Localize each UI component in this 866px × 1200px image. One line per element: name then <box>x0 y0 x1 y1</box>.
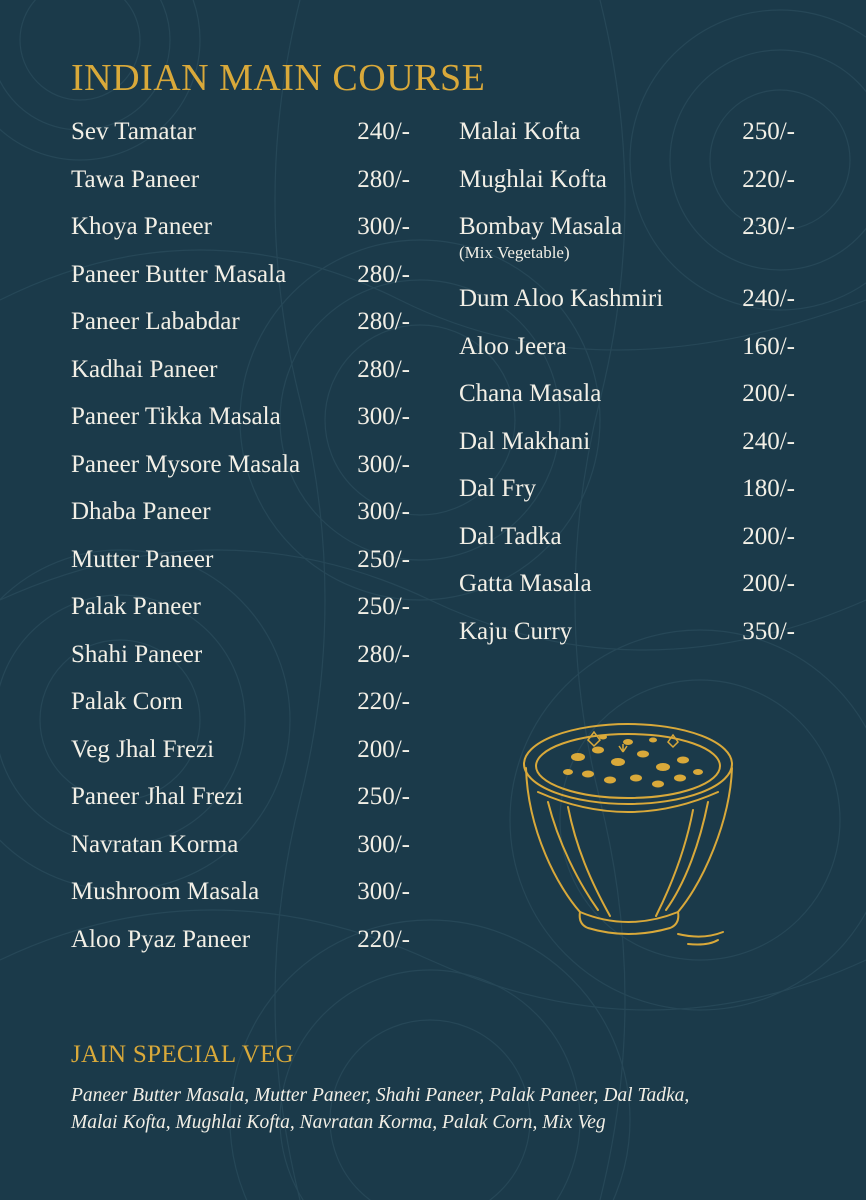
menu-item <box>459 279 804 327</box>
menu-item-price: 280/- <box>357 640 410 668</box>
menu-item-price: 250/- <box>357 545 410 573</box>
menu-item-name: Malai Kofta <box>459 118 581 145</box>
menu-item-price: 350/- <box>742 617 795 645</box>
menu-item-price: 160/- <box>742 332 795 360</box>
menu-item-name: Chana Masala <box>459 380 602 407</box>
menu-item-price: 300/- <box>357 830 410 858</box>
menu-item-price: 230/- <box>742 213 795 240</box>
menu-item-price: 240/- <box>357 118 410 145</box>
menu-item-price: 200/- <box>742 380 795 407</box>
menu-item-price: 300/- <box>357 450 410 478</box>
jain-list-line-1: Paneer Butter Masala, Mutter Paneer, Shahi Paneer, Palak Paneer, Dal Tadka, <box>71 1085 690 1106</box>
menu-item-price: 300/- <box>357 878 410 905</box>
menu-item-price: 240/- <box>742 427 795 455</box>
menu-item <box>459 327 804 375</box>
menu-item-name: Dal Fry <box>459 475 537 502</box>
menu-item <box>71 777 416 825</box>
menu-item-name: Palak Corn <box>71 688 183 715</box>
menu-item-name: Aloo Pyaz Paneer <box>71 925 251 953</box>
menu-item <box>71 160 416 208</box>
menu-item-name: Paneer Butter Masala <box>71 260 287 288</box>
menu-item <box>71 635 416 683</box>
menu-item-name: Paneer Mysore Masala <box>71 450 301 478</box>
menu-item-name: Gatta Masala <box>459 570 592 597</box>
menu-item <box>71 540 416 588</box>
jain-special-list <box>71 1082 831 1136</box>
menu-item <box>71 207 416 255</box>
menu-item <box>71 445 416 493</box>
menu-item-price: 280/- <box>357 308 410 335</box>
curry-bowl-icon <box>518 712 744 948</box>
menu-item-name: Palak Paneer <box>71 593 201 620</box>
menu-item <box>71 825 416 873</box>
menu-item <box>71 112 416 160</box>
menu-item <box>459 612 804 660</box>
menu-item <box>71 255 416 303</box>
menu-item-price: 280/- <box>357 165 410 193</box>
menu-item-price: 280/- <box>357 355 410 383</box>
menu-item <box>459 160 804 208</box>
jain-list-line-2: Malai Kofta, Mughlai Kofta, Navratan Korma, Palak Corn, Mix Veg <box>71 1112 606 1133</box>
menu-item <box>71 682 416 730</box>
menu-item-name: Paneer Tikka Masala <box>71 403 281 430</box>
menu-item-price: 250/- <box>357 593 410 620</box>
menu-item-price: 200/- <box>742 522 795 550</box>
left-menu-column <box>71 112 416 967</box>
menu-item-name: Tawa Paneer <box>71 165 200 193</box>
menu-item <box>71 920 416 968</box>
page-title: INDIAN MAIN COURSE <box>71 57 486 99</box>
menu-item-price: 220/- <box>357 688 410 715</box>
menu-item-name: Shahi Paneer <box>71 640 203 668</box>
menu-item-name: Kaju Curry <box>459 617 573 645</box>
menu-item-price: 200/- <box>742 570 795 597</box>
menu-item-price: 180/- <box>742 475 795 502</box>
menu-item-price: 300/- <box>357 498 410 525</box>
menu-item-price: 300/- <box>357 403 410 430</box>
menu-item <box>459 517 804 565</box>
menu-item-price: 240/- <box>742 285 795 312</box>
menu-item-name: Dal Makhani <box>459 427 591 455</box>
menu-item-name: Paneer Jhal Frezi <box>71 783 244 810</box>
menu-item <box>459 207 804 279</box>
menu-item <box>71 397 416 445</box>
menu-item-name: Mushroom Masala <box>71 878 260 905</box>
menu-item-name: Dhaba Paneer <box>71 498 211 525</box>
menu-item-price: 280/- <box>357 260 410 288</box>
menu-item-name: Mutter Paneer <box>71 545 214 573</box>
menu-item <box>459 112 804 160</box>
menu-item-name: Veg Jhal Frezi <box>71 735 215 763</box>
menu-item-price: 250/- <box>742 118 795 145</box>
menu-item-price: 220/- <box>742 165 795 193</box>
menu-item <box>459 469 804 517</box>
jain-special-title: JAIN SPECIAL VEG <box>71 1041 294 1068</box>
menu-item-name: Navratan Korma <box>71 830 239 858</box>
menu-item <box>71 730 416 778</box>
menu-item-name: Dal Tadka <box>459 522 562 550</box>
menu-item-name: Sev Tamatar <box>71 118 196 145</box>
menu-item-name: Paneer Lababdar <box>71 308 240 335</box>
menu-item-name: Bombay Masala <box>459 213 623 240</box>
menu-item <box>459 564 804 612</box>
menu-item-name: Khoya Paneer <box>71 213 212 240</box>
menu-item-price: 300/- <box>357 213 410 240</box>
menu-item <box>71 492 416 540</box>
menu-item <box>71 350 416 398</box>
menu-item-name: Aloo Jeera <box>459 332 567 360</box>
menu-item-note: (Mix Vegetable) <box>459 243 570 262</box>
menu-item <box>459 374 804 422</box>
menu-item-name: Kadhai Paneer <box>71 355 218 383</box>
right-menu-column <box>459 112 804 659</box>
menu-item <box>71 302 416 350</box>
menu-item-price: 200/- <box>357 735 410 763</box>
menu-item-price: 250/- <box>357 783 410 810</box>
menu-item <box>459 422 804 470</box>
menu-item <box>71 587 416 635</box>
menu-item-price: 220/- <box>357 925 410 953</box>
menu-item-name: Mughlai Kofta <box>459 165 607 193</box>
menu-item <box>71 872 416 920</box>
menu-item-name: Dum Aloo Kashmiri <box>459 285 664 312</box>
